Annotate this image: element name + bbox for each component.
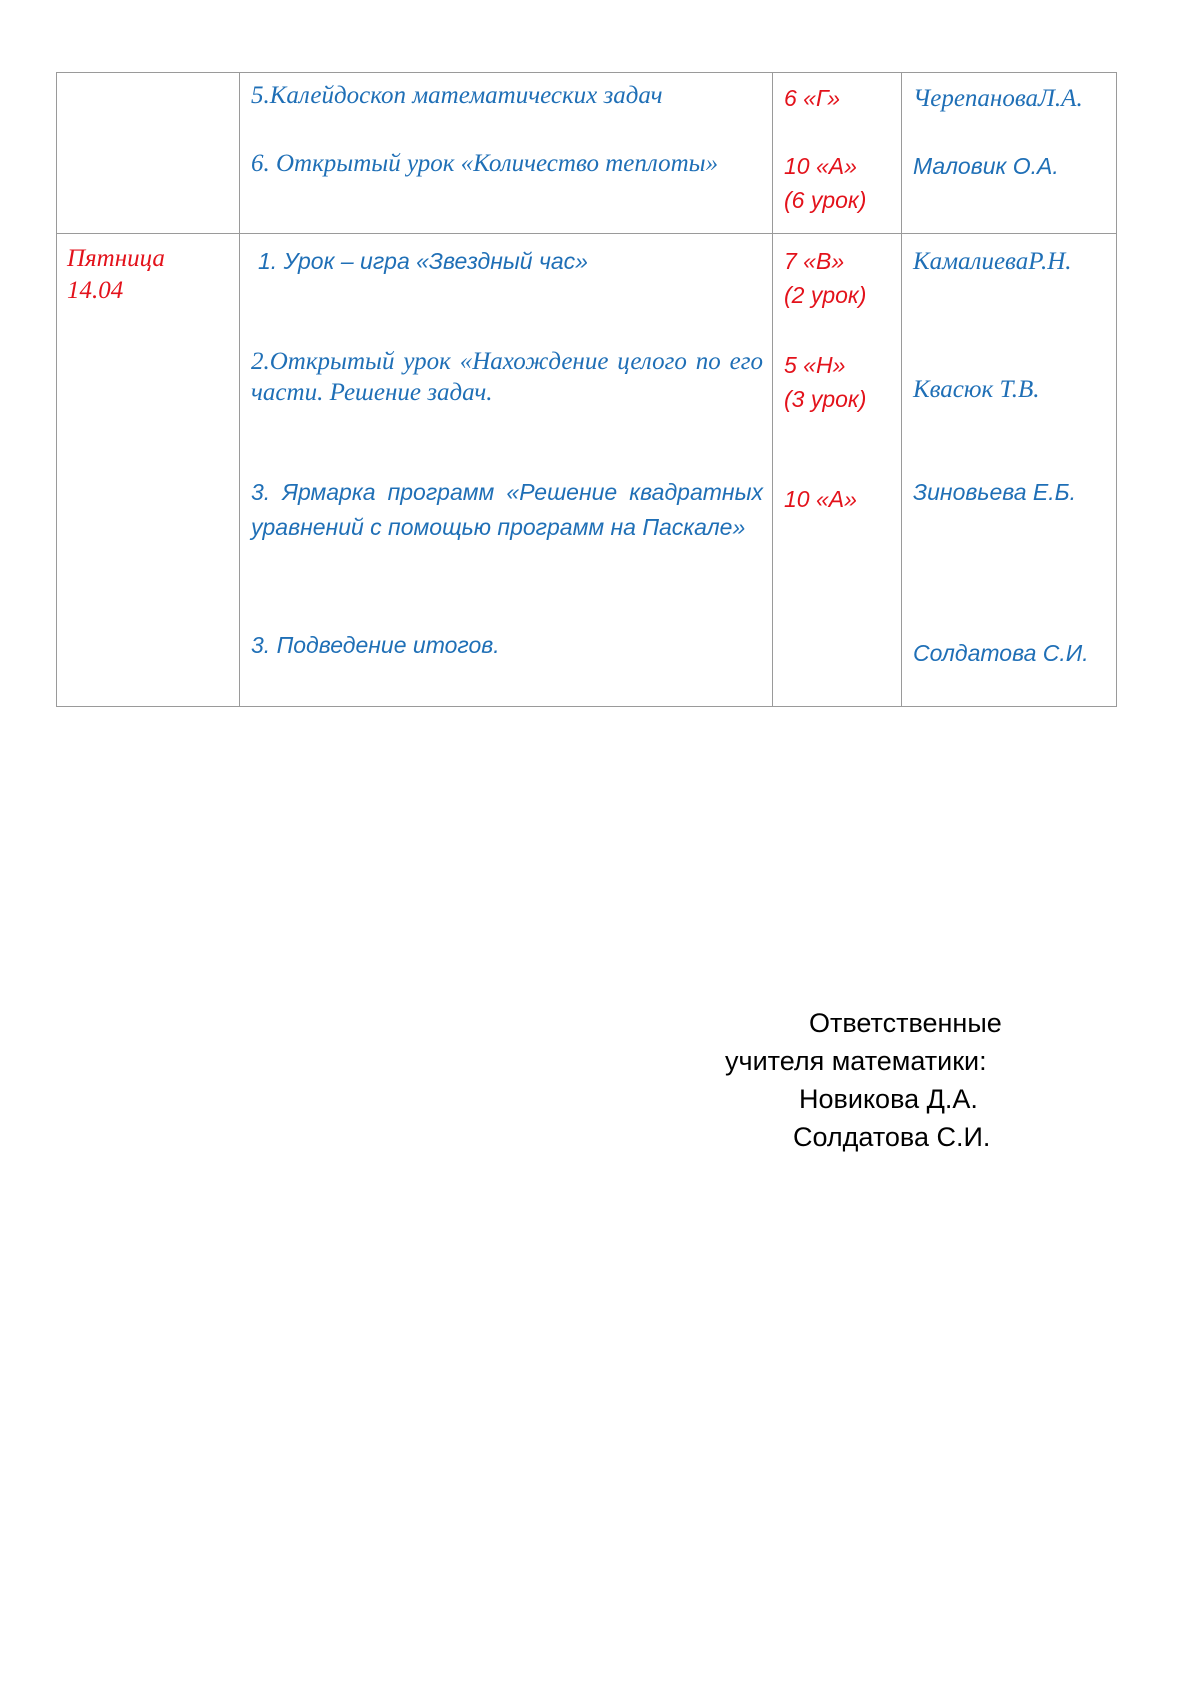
events-cell	[240, 234, 773, 707]
signature-line-responsible: Ответственные	[809, 1008, 1002, 1038]
class-label: 6 «Г»	[784, 85, 840, 111]
signature-block	[725, 1004, 1125, 1156]
day-cell	[57, 73, 240, 234]
teachers-cell	[902, 73, 1117, 234]
lesson-number: (2 урок)	[784, 282, 867, 308]
teacher-name: Зиновьева Е.Б.	[913, 479, 1077, 505]
teacher-name: КамалиеваР.Н.	[913, 248, 1072, 275]
teacher-name: ЧерепановаЛ.А.	[913, 85, 1083, 112]
lesson-number: (6 урок)	[784, 187, 867, 213]
event-item: 3. Ярмарка программ «Решение квадратных уравнений с помощью программ на Паскале»	[251, 479, 763, 540]
class-label: 10 «А»	[784, 486, 857, 512]
classes-cell	[773, 234, 902, 707]
event-item: 6. Открытый урок «Количество теплоты»	[251, 150, 719, 177]
class-label: 10 «А»	[784, 153, 857, 179]
teacher-name: Квасюк Т.В.	[913, 376, 1040, 403]
table-row	[57, 73, 1117, 234]
classes-cell	[773, 73, 902, 234]
signature-line-role: учителя математики:	[725, 1046, 987, 1076]
teacher-name: Солдатова С.И.	[913, 640, 1089, 666]
event-item: 3. Подведение итогов.	[251, 632, 500, 658]
table-row	[57, 234, 1117, 707]
event-item: 5.Калейдоскоп математических задач	[251, 82, 663, 109]
event-item: 1. Урок – игра «Звездный час»	[258, 248, 588, 274]
events-cell	[240, 73, 773, 234]
signature-name: Солдатова С.И.	[793, 1122, 991, 1152]
class-label: 7 «В»	[784, 248, 845, 274]
teachers-cell	[902, 234, 1117, 707]
day-name: Пятница	[67, 245, 165, 272]
signature-name: Новикова Д.А.	[799, 1084, 978, 1114]
day-cell	[57, 234, 240, 707]
event-item: 2.Открытый урок «Нахождение целого по его части. Решение задач.	[251, 348, 763, 406]
teacher-name: Маловик О.А.	[913, 153, 1059, 179]
schedule-table	[56, 72, 1117, 707]
day-date: 14.04	[67, 277, 124, 304]
lesson-number: (3 урок)	[784, 386, 867, 412]
class-label: 5 «Н»	[784, 352, 846, 378]
